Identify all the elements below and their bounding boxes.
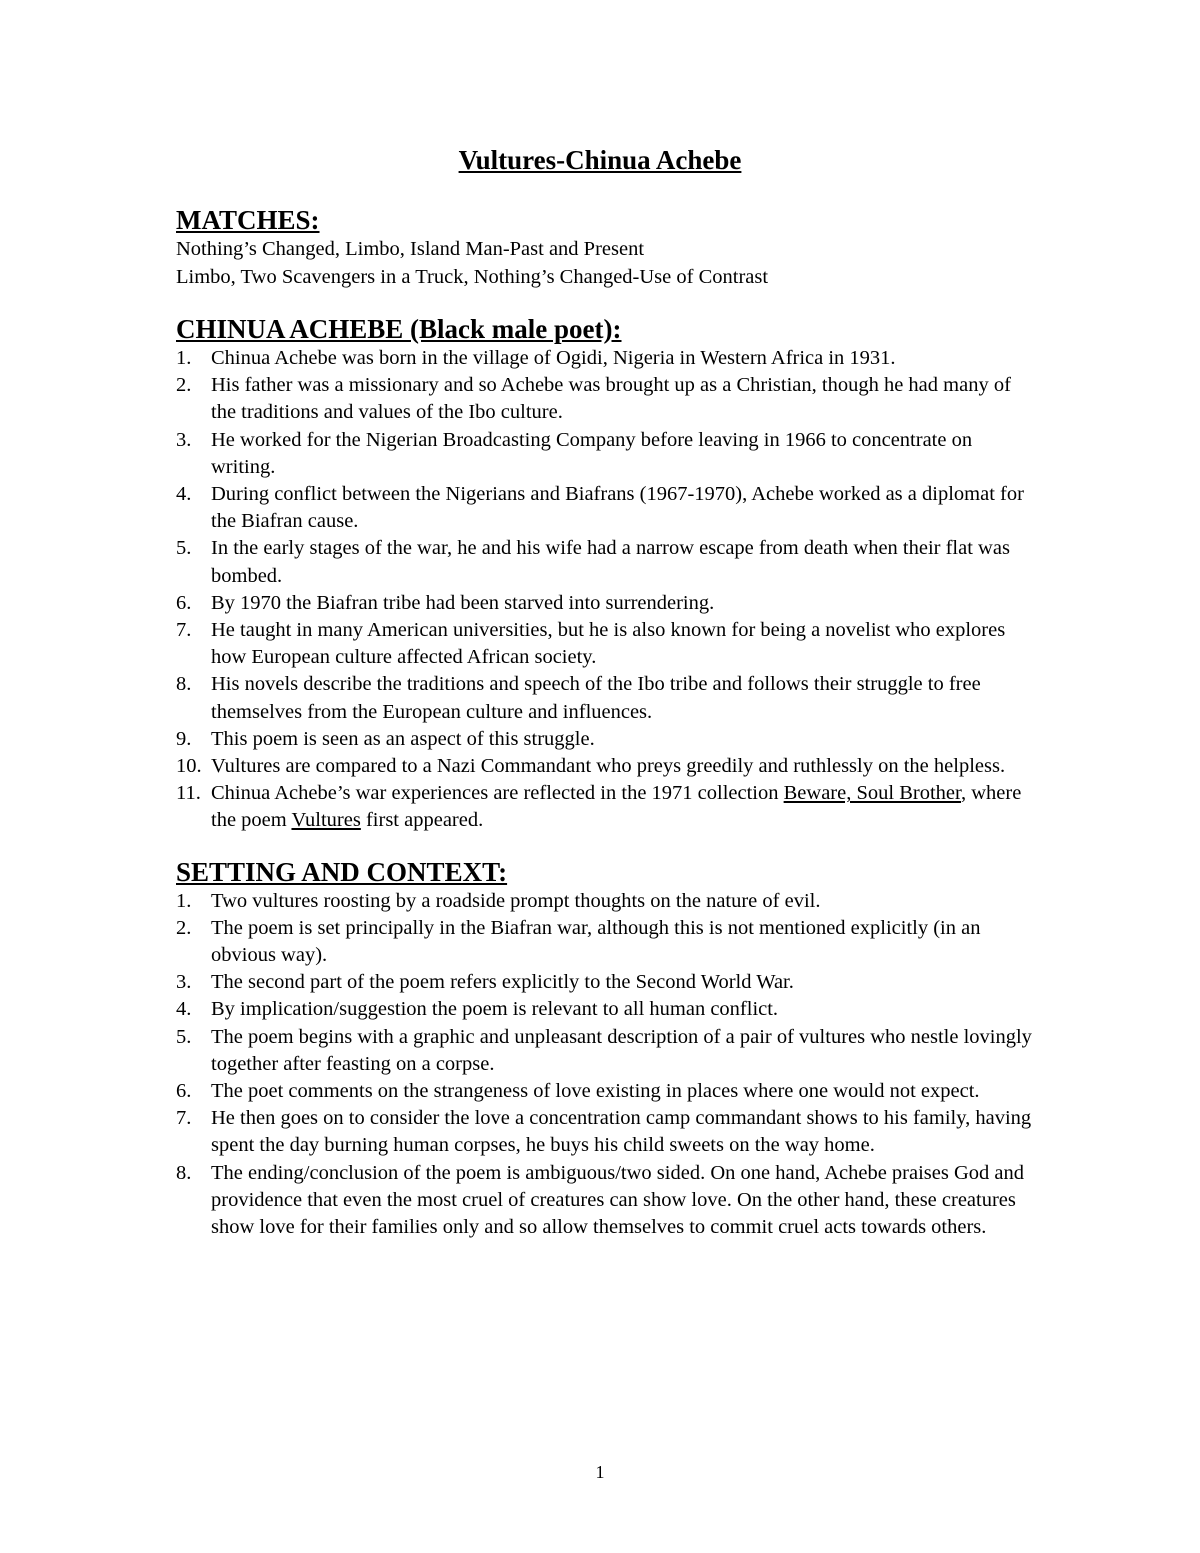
list-item-number: 1. — [176, 889, 192, 912]
list-item-number: 9. — [176, 727, 192, 750]
collection-title: Beware, Soul Brother — [783, 782, 961, 805]
list-item — [176, 1078, 1036, 1105]
setting-list — [176, 888, 1036, 1242]
list-item — [176, 590, 1036, 617]
list-item — [176, 996, 1036, 1023]
list-item — [176, 481, 1036, 535]
list-item-number: 4. — [176, 998, 192, 1021]
document-body — [176, 204, 1036, 1241]
list-item-text: His novels describe the traditions and speech of the Ibo tribe and follows their struggle to free themselves from the European culture and influences. — [211, 673, 981, 723]
list-item — [176, 753, 1036, 780]
list-item-text: first appeared. — [360, 809, 484, 832]
list-item — [176, 888, 1036, 915]
list-item — [176, 969, 1036, 996]
poem-title: Vultures — [291, 809, 361, 832]
list-item-number: 4. — [176, 483, 192, 506]
list-item-number: 6. — [176, 1080, 192, 1103]
list-item — [176, 726, 1036, 753]
page-number: 1 — [595, 1462, 605, 1482]
list-item-text: Chinua Achebe was born in the village of Ogidi, Nigeria in Western Africa in 1931. — [211, 347, 896, 369]
list-item-text: The second part of the poem refers explicitly to the Second World War. — [211, 971, 794, 994]
list-item-number: 5. — [176, 1025, 192, 1048]
list-item-number: 11. — [176, 782, 201, 805]
list-item-number: 7. — [176, 619, 192, 642]
list-item — [176, 780, 1036, 834]
list-item-number: 8. — [176, 1161, 192, 1184]
list-item — [176, 915, 1036, 969]
list-item-text: The poem begins with a graphic and unpleasant description of a pair of vultures who nestle lovingly together after feasting on a corpse. — [211, 1025, 1032, 1075]
matches-section — [176, 204, 1036, 291]
list-item-text: The ending/conclusion of the poem is ambiguous/two sided. On one hand, Achebe praises God and providence that even the most cruel of creatures can show love. On the other hand, these creatures show love for their families only and so allow themselves to commit cruel acts towards others. — [211, 1161, 1025, 1239]
list-item-text: Chinua Achebe’s war experiences are reflected in the 1971 collection — [211, 782, 784, 805]
list-item-number: 2. — [176, 916, 192, 939]
list-item — [176, 535, 1036, 589]
list-item-number: 3. — [176, 428, 192, 451]
list-item-text: His father was a missionary and so Achebe was brought up as a Christian, though he had many of the traditions and values of the Ibo culture. — [211, 374, 1011, 424]
achebe-section — [176, 313, 1036, 835]
list-item-number: 7. — [176, 1107, 192, 1130]
list-item-text: In the early stages of the war, he and his wife had a narrow escape from death when their flat was bombed. — [211, 537, 1010, 587]
list-item-text: He then goes on to consider the love a concentration camp commandant shows to his family, having spent the day burning human corpses, he buys his child sweets on the way home. — [211, 1107, 1032, 1157]
list-item-number: 10. — [176, 755, 202, 778]
list-item — [176, 372, 1036, 426]
list-item — [176, 1024, 1036, 1078]
list-item-text: He taught in many American universities, but he is also known for being a novelist who explores how European culture affected African society. — [211, 619, 1006, 669]
list-item-number: 2. — [176, 374, 192, 397]
list-item-text: He worked for the Nigerian Broadcasting Company before leaving in 1966 to concentrate on writing. — [211, 428, 973, 478]
list-item-number: 6. — [176, 591, 192, 614]
achebe-list — [176, 345, 1036, 835]
list-item-text: The poet comments on the strangeness of love existing in places where one would not expect. — [211, 1080, 980, 1103]
list-item — [176, 345, 1036, 372]
list-item-text: By implication/suggestion the poem is relevant to all human conflict. — [211, 998, 779, 1021]
document-title: Vultures-Chinua Achebe — [458, 145, 742, 175]
list-item — [176, 1105, 1036, 1159]
matches-line: Nothing’s Changed, Limbo, Island Man-Past and Present — [176, 238, 645, 260]
list-item-text: By 1970 the Biafran tribe had been starved into surrendering. — [211, 591, 715, 614]
list-item-text: During conflict between the Nigerians and Biafrans (1967-1970), Achebe worked as a diplomat for the Biafran cause. — [211, 483, 1024, 533]
matches-heading: MATCHES: — [176, 205, 320, 235]
matches-line: Limbo, Two Scavengers in a Truck, Nothing’s Changed-Use of Contrast — [176, 265, 769, 288]
list-item — [176, 671, 1036, 725]
list-item-number: 1. — [176, 347, 192, 369]
list-item — [176, 427, 1036, 481]
list-item-text: Vultures are compared to a Nazi Commandant who preys greedily and ruthlessly on the helpless. — [211, 755, 1006, 778]
list-item-number: 3. — [176, 971, 192, 994]
list-item-text: This poem is seen as an aspect of this struggle. — [211, 727, 595, 750]
list-item-number: 5. — [176, 537, 192, 560]
setting-section — [176, 856, 1036, 1242]
achebe-heading: CHINUA ACHEBE (Black male poet): — [176, 314, 622, 344]
setting-heading: SETTING AND CONTEXT: — [176, 856, 508, 887]
list-item-text: Two vultures roosting by a roadside prompt thoughts on the nature of evil. — [211, 889, 821, 912]
list-item — [176, 617, 1036, 671]
list-item — [176, 1160, 1036, 1242]
list-item-text: The poem is set principally in the Biafran war, although this is not mentioned explicitly (in an obvious way). — [211, 916, 981, 967]
list-item-number: 8. — [176, 673, 192, 696]
list-item-text: , where the poem — [211, 782, 1022, 832]
